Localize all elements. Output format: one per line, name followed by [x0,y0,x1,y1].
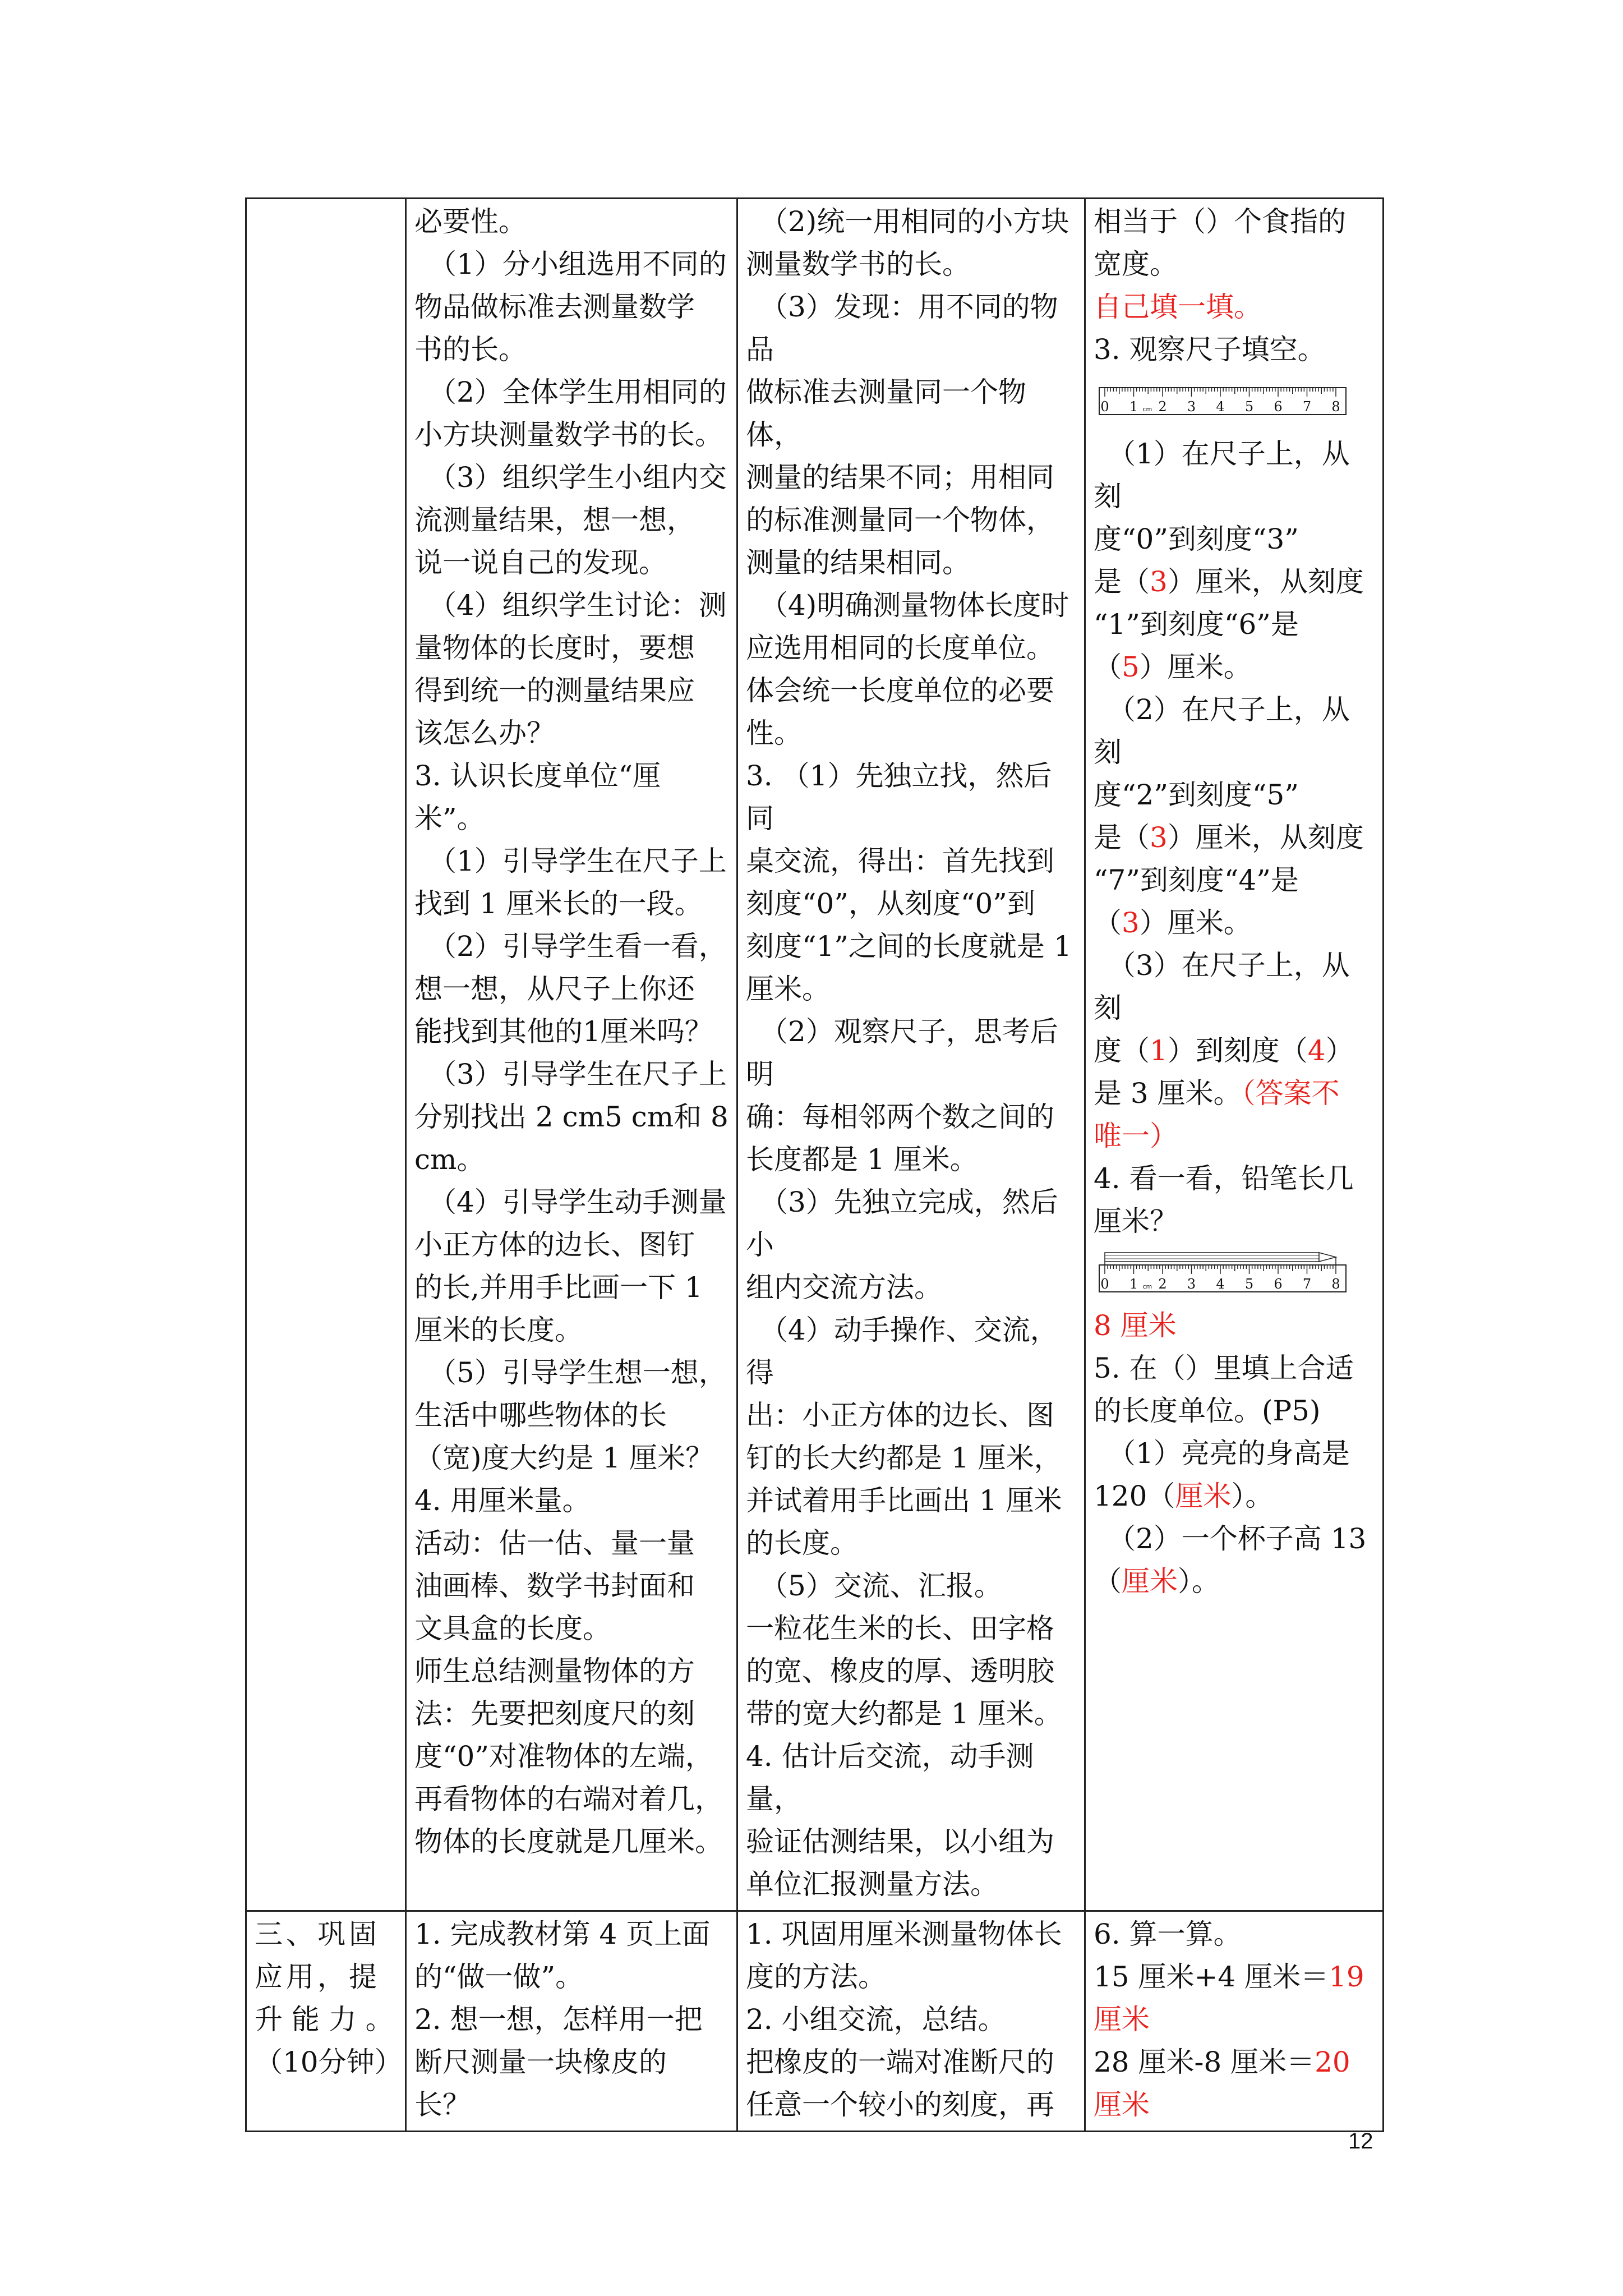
answer-text: 19 [1329,1961,1364,1993]
text-line: 小方块测量数学书的长。 [414,418,723,451]
text-line: 4. 估计后交流，动手测量， [746,1740,1034,1815]
text-line: 验证估测结果，以小组为 [746,1825,1054,1858]
teacher-activity-cell [406,1911,737,2132]
table-row [246,1911,1384,2132]
text-line: 油画棒、数学书封面和 [414,1570,695,1602]
answer-text: 8 厘米 [1094,1309,1177,1342]
text-line: 2. 想一想，怎样用一把 [414,2003,703,2036]
ruler-figure [1094,371,1377,432]
text-line: 厘米。 [746,973,830,1005]
text-line: （3）先独立完成，然后小 [746,1186,1058,1261]
answer-text: 20 [1315,2046,1350,2078]
text-line: （2）观察尺子，思考后明 [746,1015,1058,1091]
text-line: 15 厘米+4 厘米＝19 [1094,1961,1364,1993]
text-line: （2）在尺子上，从刻 [1094,693,1350,769]
stage-title-line: 三、巩固 [255,1918,380,1950]
text-line: （5）交流、汇报。 [760,1570,1002,1602]
text-line: 厘米的长度。 [414,1314,583,1346]
answer-text: 3 [1150,565,1168,598]
page-number: 12 [1348,2129,1373,2154]
ruler-label: 5 [1244,1276,1254,1292]
text-line: 刻度“0”，从刻度“0”到 [746,887,1035,920]
text-line: （4）动手操作、交流，得 [746,1314,1058,1389]
ruler-label: 8 [1331,1276,1340,1292]
stage-cell [246,199,406,1911]
text-line: 5. 在（）里填上合适 [1094,1352,1354,1384]
text-line: 应选用相同的长度单位。 [746,632,1054,664]
text-line: （3）引导学生在尺子上 [428,1058,727,1091]
text-line: 长？ [414,2088,471,2121]
text-line: “7”到刻度“4”是 [1094,864,1299,896]
text-line: 的长度单位。(P5) [1094,1395,1321,1427]
text-line: 物体的长度就是几厘米。 [414,1825,723,1858]
text-line: 测量的结果相同。 [746,546,970,579]
text-line: 2. 小组交流，总结。 [746,2003,1006,2036]
text-line: 度（1）到刻度（4） [1094,1034,1354,1067]
text-line: 刻度“1”之间的长度就是 1 [746,930,1072,963]
ruler-label: 8 [1331,399,1340,415]
text-line: 1. 完成教材第 4 页上面 [414,1918,711,1950]
text-line: 断尺测量一块橡皮的 [414,2046,667,2078]
text-line: （厘米）。 [1094,1565,1220,1598]
text-line: （1）分小组选用不同的 [428,248,727,280]
text-line: 3. （1）先独立找，然后同 [746,760,1052,835]
text-line: （宽)度大约是 1 厘米？ [414,1442,714,1474]
student-activity-cell [737,1911,1085,2132]
text-line: 宽度。 [1094,248,1178,280]
ruler-label: 3 [1187,1276,1196,1292]
text-line: 4. 用厘米量。 [414,1484,591,1517]
text-line: （5）厘米。 [1094,651,1252,683]
text-line: （3）在尺子上，从刻 [1094,949,1350,1024]
ruler-label: 5 [1244,399,1254,415]
text-line: （1）亮亮的身高是 [1108,1437,1350,1470]
text-line: 厘米？ [1094,1205,1178,1237]
text-line: 该怎么办？ [414,717,555,749]
text-line: 的长度。 [746,1527,858,1559]
text-line: 一粒花生米的长、田字格 [746,1612,1054,1645]
text-line: 组内交流方法。 [746,1271,942,1304]
table-row [246,199,1384,1911]
text-line: 再看物体的右端对着几， [414,1783,723,1815]
answer-text: 厘米 [1122,1565,1178,1598]
text-line: 桌交流，得出：首先找到 [746,845,1054,877]
answer-text: 厘米 [1094,2003,1150,2036]
stage-title-line: 升 能 力 。 [255,2003,394,2036]
text-line: 性。 [746,717,802,749]
text-line: 得到统一的测量结果应 [414,674,695,707]
text-line: （1）在尺子上，从刻 [1094,438,1350,513]
text-line: 书的长。 [414,333,527,366]
text-line: 分别找出 2 cm5 cm和 8 [414,1101,728,1133]
text-line: 相当于（）个食指的 [1094,205,1346,238]
text-line: 6. 算一算。 [1094,1918,1242,1950]
text-line: cm。 [414,1143,485,1176]
ruler-label: 0 [1100,399,1109,415]
text-line: 找到 1 厘米长的一段。 [414,887,703,920]
answer-text: 3 [1150,821,1168,854]
text-line: 文具盒的长度。 [414,1612,611,1645]
text-line: 120（厘米）。 [1094,1480,1274,1512]
exercise-cell [1085,1911,1384,2132]
text-line: 是（3）厘米，从刻度 [1094,821,1364,854]
answer-text: 1 [1150,1034,1168,1067]
ruler-label: 6 [1274,1276,1283,1292]
text-line: （2)统一用相同的小方块 [760,205,1069,238]
text-line: 活动：估一估、量一量 [414,1527,695,1559]
text-line: 小正方体的边长、图钉 [414,1228,695,1261]
text-line: 是 3 厘米。（答案不 [1094,1077,1340,1110]
answer-text: 3 [1122,907,1140,939]
text-line: 确：每相邻两个数之间的 [746,1101,1054,1133]
text-line: 3. 观察尺子填空。 [1094,333,1326,366]
text-line: 1. 巩固用厘米测量物体长 [746,1918,1062,1950]
text-line: 度“2”到刻度“5” [1094,779,1299,811]
text-line: 28 厘米-8 厘米＝20 [1094,2046,1350,2078]
ruler-label: 0 [1100,1276,1109,1292]
text-line: 测量数学书的长。 [746,248,970,280]
text-line: 必要性。 [414,205,527,238]
ruler-illustration [1098,383,1356,420]
text-line: （4）组织学生讨论：测 [428,589,727,622]
text-line: （4）引导学生动手测量 [428,1186,727,1218]
text-line: 能找到其他的1厘米吗？ [414,1015,713,1048]
text-line: 的长,并用手比画一下 1 [414,1271,703,1304]
ruler-label: 6 [1274,399,1283,415]
ruler-label: 2 [1158,1276,1167,1292]
text-line: （2）引导学生看一看， [428,930,727,963]
text-line: 度的方法。 [746,1961,886,1993]
text-line: 任意一个较小的刻度，再 [746,2088,1054,2121]
text-line: 量物体的长度时，要想 [414,632,695,664]
ruler-unit-label: cm [1142,1283,1152,1290]
answer-text: 5 [1122,651,1140,683]
text-line: 单位汇报测量方法。 [746,1868,998,1901]
pencil-on-ruler-illustration [1098,1246,1356,1297]
text-line: 出：小正方体的边长、图 [746,1399,1054,1432]
text-line: 是（3）厘米，从刻度 [1094,565,1364,598]
pencil-tip [1319,1253,1336,1262]
text-line: 自己填一填。 [1094,291,1262,323]
text-line: 流测量结果，想一想， [414,504,695,536]
pencil-ruler-figure [1094,1243,1377,1304]
text-line: 体会统一长度单位的必要 [746,674,1054,707]
pencil-body [1105,1253,1319,1262]
text-line: （2）全体学生用相同的 [428,376,727,408]
ruler-label: 7 [1302,1276,1312,1292]
student-activity-cell [737,199,1085,1911]
text-line: 把橡皮的一端对准断尺的 [746,2046,1054,2078]
text-line: “1”到刻度“6”是 [1094,608,1299,641]
ruler-label: 1 [1129,1276,1138,1292]
text-line: 度“0”对准物体的左端， [414,1740,713,1773]
text-line: 3. 认识长度单位“厘 [414,760,661,792]
text-line: （3）厘米。 [1094,907,1252,939]
text-line: 并试着用手比画出 1 厘米 [746,1484,1062,1517]
ruler-label: 2 [1158,399,1167,415]
text-line: （3）组织学生小组内交 [428,461,727,494]
text-line: 钉的长大约都是 1 厘米， [746,1442,1062,1474]
answer-text: （答案不 [1241,1077,1340,1110]
text-line: 想一想，从尺子上你还 [414,973,695,1005]
text-line: 物品做标准去测量数学 [414,291,695,323]
text-line: 度“0”到刻度“3” [1094,523,1299,555]
ruler-label: 7 [1302,399,1312,415]
exercise-cell [1085,199,1384,1911]
text-line: （5）引导学生想一想， [428,1356,727,1389]
text-line: （3）发现：用不同的物品 [746,291,1058,366]
ruler-label: 4 [1216,1276,1225,1292]
answer-text: 厘米 [1094,2088,1150,2121]
text-line: 4. 看一看，铅笔长几 [1094,1162,1354,1195]
text-line: 的宽、橡皮的厚、透明胶 [746,1655,1054,1687]
text-line: 法：先要把刻度尺的刻 [414,1697,695,1730]
stage-title-line: （10分钟） [255,2046,403,2078]
answer-text: 4 [1307,1034,1326,1067]
lesson-plan-table [245,197,1384,2132]
text-line: （4)明确测量物体长度时 [760,589,1069,622]
text-line: 的标准测量同一个物体， [746,504,1054,536]
ruler-label: 4 [1216,399,1225,415]
ruler-label: 3 [1187,399,1196,415]
text-line: 做标准去测量同一个物体， [746,376,1026,451]
ruler-label: 1 [1129,399,1138,415]
stage-cell [246,1911,406,2132]
text-line: 生活中哪些物体的长 [414,1399,667,1432]
text-line: 说一说自己的发现。 [414,546,667,579]
text-line: 师生总结测量物体的方 [414,1655,695,1687]
answer-text: 厘米 [1175,1480,1232,1512]
answer-text: 唯一） [1094,1120,1178,1152]
text-line: 的“做一做”。 [414,1961,584,1993]
text-line: （1）引导学生在尺子上 [428,845,727,877]
teacher-activity-cell [406,199,737,1911]
ruler-unit-label: cm [1142,406,1152,413]
text-line: 测量的结果不同；用相同 [746,461,1054,494]
text-line: 长度都是 1 厘米。 [746,1143,978,1176]
text-line: （2）一个杯子高 13 [1108,1522,1367,1555]
text-line: 米”。 [414,802,485,835]
stage-title-line: 应用，提 [255,1961,380,1993]
text-line: 带的宽大约都是 1 厘米。 [746,1697,1062,1730]
